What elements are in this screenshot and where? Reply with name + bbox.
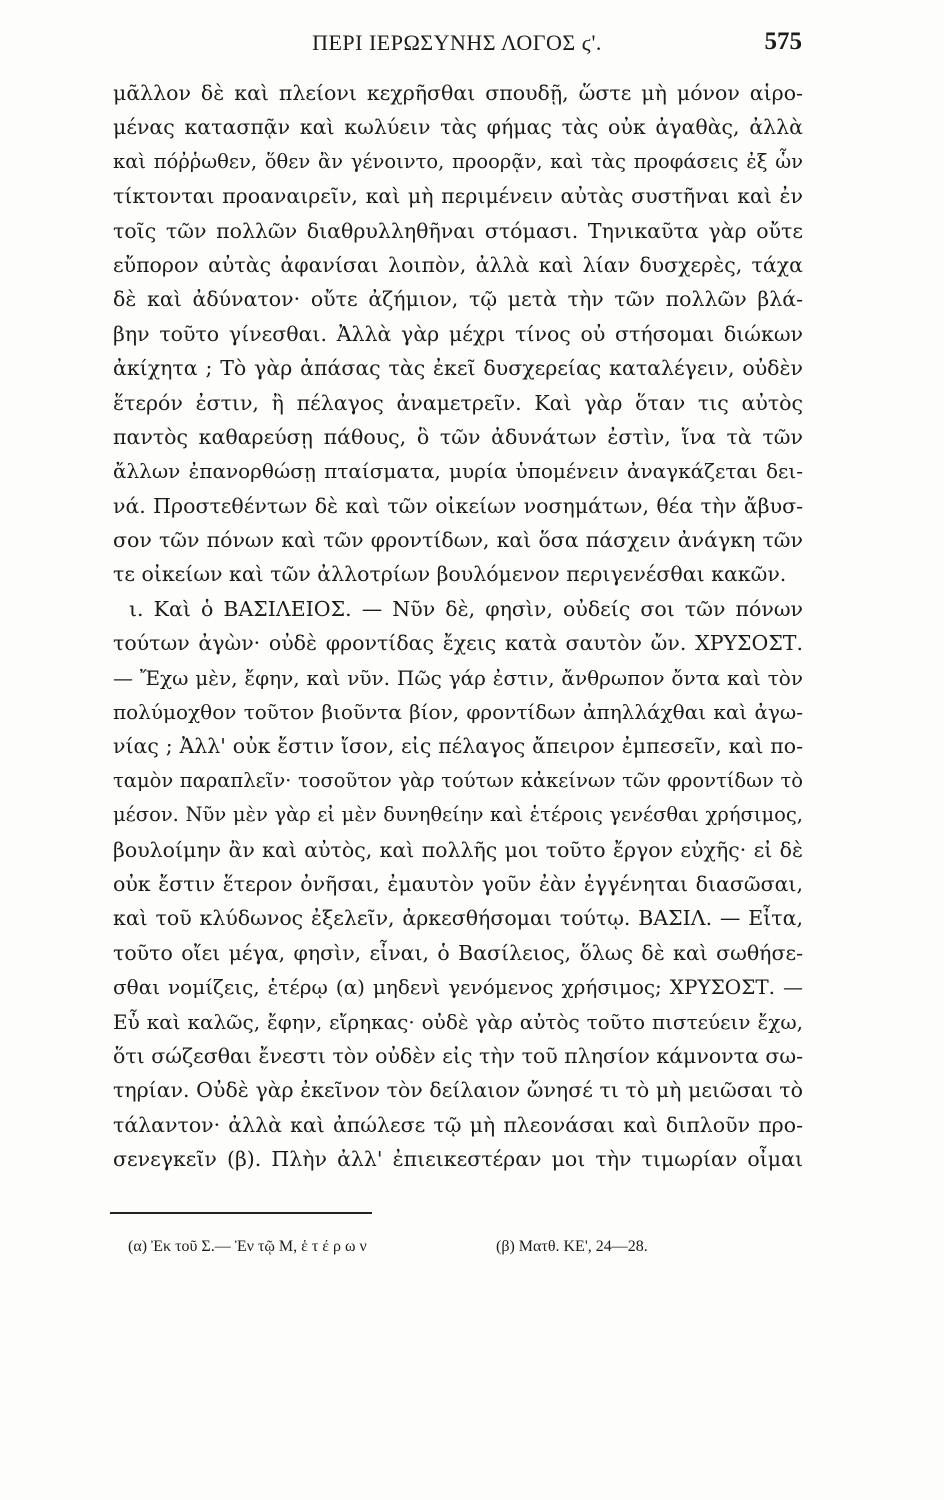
text-line: τάλαντον· ἀλλὰ καὶ ἀπώλεσε τῷ μὴ πλεονάσαι καὶ διπλοῦν προ- <box>113 1112 803 1137</box>
text-line: νά. Προστεθέντων δὲ καὶ τῶν οἰκείων νοσημάτων, θέα τὴν ἄβυσ- <box>113 493 803 518</box>
text-line: μέσον. Νῦν μὲν γὰρ εἰ μὲν δυνηθείην καὶ ἑτέροις γενέσθαι χρήσιμος, <box>113 803 803 827</box>
text-line: τοῦτο οἴει μέγα, φησὶν, εἶναι, ὁ Βασίλειος, ὅλως δὲ καὶ σωθήσε- <box>113 940 803 965</box>
text-line: μένας κατασπᾷν καὶ κωλύειν τὰς φήμας τὰς οὐκ ἀγαθὰς, ἀλλὰ <box>113 115 803 140</box>
footnote-a: (α) Ἐκ τοῦ Σ.— Ἐν τῷ Μ, ἑ τ έ ρ ω ν <box>128 1238 367 1255</box>
footnote-b: (β) Ματθ. ΚΕ', 24—28. <box>496 1238 648 1255</box>
text-line: σον τῶν πόνων καὶ τῶν φροντίδων, καὶ ὅσα πάσχειν ἀνάγκη τῶν <box>113 528 803 553</box>
page-number: 575 <box>764 28 802 55</box>
text-line: ἀκίχητα ; Τὸ γὰρ ἁπάσας τὰς ἐκεῖ δυσχερείας καταλέγειν, οὐδὲν <box>113 356 803 381</box>
text-line: νίας ; Ἀλλ' οὐκ ἔστιν ἴσον, εἰς πέλαγος ἄπειρον ἐμπεσεῖν, καὶ πο- <box>113 734 803 759</box>
text-line: πολύμοχθον τοῦτον βιοῦντα βίον, φροντίδων ἀπηλλάχθαι καὶ ἀγω- <box>113 700 803 725</box>
text-line: καὶ πόῤῥωθεν, ὅθεν ἂν γένοιντο, προορᾷν, καὶ τὰς προφάσεις ἐξ ὧν <box>113 149 803 173</box>
text-line: τε οἰκείων καὶ τῶν ἀλλοτρίων βουλόμενον περιγενέσθαι κακῶν. <box>113 562 787 587</box>
text-line: ταμὸν παραπλεῖν· τοσοῦτον γὰρ τούτων κἀκείνων τῶν φροντίδων τὸ <box>113 768 803 792</box>
text-line: Εὖ καὶ καλῶς, ἔφην, εἴρηκας· οὐδὲ γὰρ αὐτὸς τοῦτο πιστεύειν ἔχω, <box>113 1009 803 1034</box>
text-line: τοῖς τῶν πολλῶν διαθρυλληθῆναι στόμασι. Τηνικαῦτα γὰρ οὔτε <box>113 218 803 243</box>
text-line: δὲ καὶ ἀδύνατον· οὔτε ἀζήμιον, τῷ μετὰ τὴν τῶν πολλῶν βλά- <box>113 287 803 312</box>
text-line: μᾶλλον δὲ καὶ πλείονι κεχρῆσθαι σπουδῇ, ὥστε μὴ μόνον αἱρο- <box>113 81 803 105</box>
text-line: βην τοῦτο γίνεσθαι. Ἀλλὰ γὰρ μέχρι τίνος οὐ στήσομαι διώκων <box>113 321 803 346</box>
text-line: οὐκ ἔστιν ἕτερον ὀνῆσαι, ἐμαυτὸν γοῦν ἐὰν ἐγγένηται διασῶσαι, <box>113 871 803 896</box>
text-line: ἄλλων ἐπανορθώσῃ πταίσματα, μυρία ὑπομένειν ἀναγκάζεται δει- <box>113 459 803 484</box>
text-line: σενεγκεῖν (β). Πλὴν ἀλλ' ἐπιεικεστέραν μοι τὴν τιμωρίαν οἶμαι <box>113 1147 803 1172</box>
text-line: ὅτι σώζεσθαι ἔνεστι τὸν οὐδὲν εἰς τὴν τοῦ πλησίον κάμνοντα σω- <box>113 1043 803 1068</box>
body-text <box>113 76 803 1177</box>
text-line: σθαι νομίζεις, ἑτέρῳ (α) μηδενὶ γενόμενος χρήσιμος; ΧΡΥΣΟΣΤ. — <box>113 975 803 1000</box>
text-line: — Ἔχω μὲν, ἔφην, καὶ νῦν. Πῶς γάρ ἐστιν, ἄνθρωπον ὄντα καὶ τὸν <box>113 665 803 690</box>
text-line: τούτων ἀγὼν· οὐδὲ φροντίδας ἔχεις κατὰ σαυτὸν ὤν. ΧΡΥΣΟΣΤ. <box>113 631 803 656</box>
text-line: παντὸς καθαρεύσῃ πάθους, ὃ τῶν ἀδυνάτων ἐστὶν, ἵνα τὰ τῶν <box>113 424 803 449</box>
text-line: ἕτερόν ἐστιν, ἢ πέλαγος ἀναμετρεῖν. Καὶ γὰρ ὅταν τις αὐτὸς <box>113 390 803 415</box>
text-line: τηρίαν. Οὐδὲ γὰρ ἐκεῖνον τὸν δείλαιον ὤνησέ τι τὸ μὴ μειῶσαι τὸ <box>113 1078 803 1103</box>
text-line: ι. Καὶ ὁ ΒΑΣΙΛΕΙΟΣ. — Νῦν δὲ, φησὶν, οὐδείς σοι τῶν πόνων <box>129 596 803 621</box>
text-line: βουλοίμην ἂν καὶ αὐτὸς, καὶ πολλῆς μοι τοῦτο ἔργον εὐχῆς· εἰ δὲ <box>113 837 803 862</box>
text-line: εὔπορον αὐτὰς ἀφανίσαι λοιπὸν, ἀλλὰ καὶ λίαν δυσχερὲς, τάχα <box>113 252 803 277</box>
text-line: καὶ τοῦ κλύδωνος ἐξελεῖν, ἀρκεσθήσομαι τούτῳ. ΒΑΣΙΛ. — Εἶτα, <box>113 906 803 931</box>
running-head: ΠΕΡΙ ΙΕΡΩΣΥΝΗΣ ΛΟΓΟΣ ϛ'. <box>312 30 602 55</box>
footnote-rule <box>110 1212 372 1214</box>
page-header <box>112 22 802 62</box>
text-line: τίκτονται προαναιρεῖν, καὶ μὴ περιμένειν αὐτὰς συστῆναι καὶ ἐν <box>113 184 803 209</box>
